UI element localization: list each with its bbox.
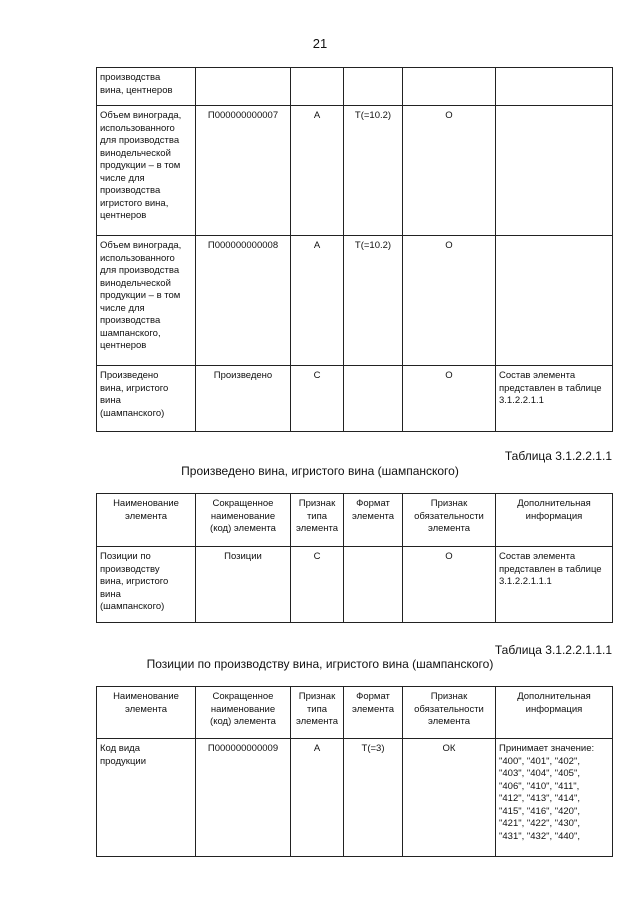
table-row [97,106,613,236]
table-continuation [96,67,613,432]
cell-format: Т(=3) [344,739,403,857]
cell-info [496,106,613,236]
cell-type: С [291,547,344,623]
cell-code: П000000000009 [196,739,291,857]
header-name: Наименование элемента [97,687,196,739]
cell-name: Позиции по производству вина, игристого вина (шампанского) [97,547,196,623]
header-required: Признак обязательности элемента [403,687,496,739]
cell-format: Т(=10.2) [344,236,403,366]
table-row [97,236,613,366]
cell-format [344,68,403,106]
cell-required: ОК [403,739,496,857]
cell-type [291,68,344,106]
cell-required [403,68,496,106]
cell-code: Произведено [196,366,291,432]
header-required: Признак обязательности элемента [403,494,496,547]
header-type: Признак типа элемента [291,494,344,547]
header-type: Признак типа элемента [291,687,344,739]
cell-name: производства вина, центнеров [97,68,196,106]
header-code: Сокращенное наименование (код) элемента [196,687,291,739]
cell-required: О [403,106,496,236]
cell-info: Состав элемента представлен в таблице 3.1.2.2.1.1.1 [496,547,613,623]
cell-code: П000000000008 [196,236,291,366]
cell-type: А [291,236,344,366]
cell-type: С [291,366,344,432]
table-number: Таблица 3.1.2.2.1.1.1 [494,643,612,657]
cell-format [344,547,403,623]
table-row [97,547,613,623]
cell-format: Т(=10.2) [344,106,403,236]
cell-type: А [291,106,344,236]
table-title: Произведено вина, игристого вина (шампанского) [181,464,459,478]
cell-info [496,236,613,366]
table-header-row [97,687,613,739]
table-row [97,68,613,106]
cell-name: Объем винограда, использованного для производства винодельческой продукции – в том числе для производства шампанского, центнеров [97,236,196,366]
table-row [97,739,613,857]
table-title: Позиции по производству вина, игристого вина (шампанского) [146,657,494,671]
cell-info [496,68,613,106]
cell-code [196,68,291,106]
cell-format [344,366,403,432]
cell-name: Произведено вина, игристого вина (шампанского) [97,366,196,432]
table-number: Таблица 3.1.2.2.1.1 [504,449,612,463]
cell-type: А [291,739,344,857]
cell-name: Код вида продукции [97,739,196,857]
cell-required: О [403,547,496,623]
cell-name: Объем винограда, использованного для производства винодельческой продукции – в том числе для производства игристого вина, центнеров [97,106,196,236]
cell-required: О [403,366,496,432]
table-produced [96,493,613,623]
header-code: Сокращенное наименование (код) элемента [196,494,291,547]
cell-info: Состав элемента представлен в таблице 3.1.2.2.1.1 [496,366,613,432]
header-format: Формат элемента [344,687,403,739]
page-number: 21 [312,36,328,51]
cell-code: Позиции [196,547,291,623]
table-positions [96,686,613,857]
header-info: Дополнительная информация [496,494,613,547]
cell-required: О [403,236,496,366]
header-info: Дополнительная информация [496,687,613,739]
cell-code: П000000000007 [196,106,291,236]
header-format: Формат элемента [344,494,403,547]
table-row [97,366,613,432]
header-name: Наименование элемента [97,494,196,547]
cell-info: Принимает значение: "400", "401", "402", "403", "404", "405", "406", "410", "411", "412", "413", "414", "415", "416", "420", "421", "422", "430", "431", "432", "440", [496,739,613,857]
table-header-row [97,494,613,547]
